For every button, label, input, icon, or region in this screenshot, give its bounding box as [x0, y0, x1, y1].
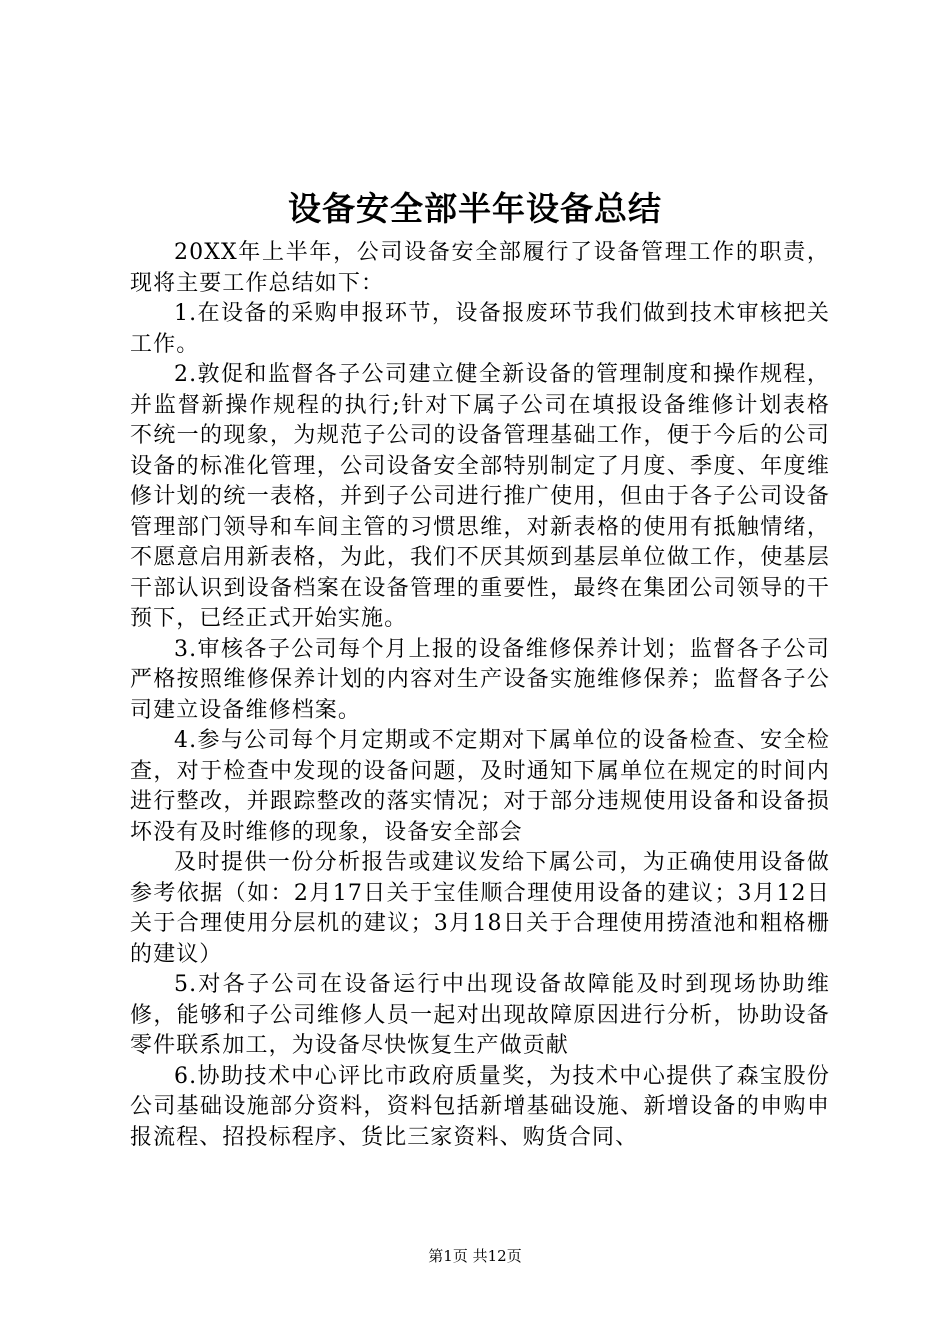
paragraph-item-4: 4.参与公司每个月定期或不定期对下属单位的设备检查、安全检查，对于检查中发现的设备问题，及时通知下属单位在规定的时间内进行整改，并跟踪整改的落实情况；对于部分违规使用设备和设备损坏没有及时维修的现象，设备安全部会 — [130, 728, 830, 845]
paragraph-item-6: 6.协助技术中心评比市政府质量奖，为技术中心提供了森宝股份公司基础设施部分资料，资料包括新增基础设施、新增设备的申购申报流程、招投标程序、货比三家资料、购货合同、 — [130, 1063, 830, 1150]
paragraph-item-4-continued: 及时提供一份分析报告或建议发给下属公司，为正确使用设备做参考依据（如：2月17日关于宝佳顺合理使用设备的建议；3月12日关于合理使用分层机的建议；3月18日关于合理使用捞渣池和粗格栅的建议） — [130, 850, 830, 967]
paragraph-item-2: 2.敦促和监督各子公司建立健全新设备的管理制度和操作规程，并监督新操作规程的执行;针对下属子公司在填报设备维修计划表格不统一的现象，为规范子公司的设备管理基础工作，便于今后的公司设备的标准化管理，公司设备安全部特别制定了月度、季度、年度维修计划的统一表格，并到子公司进行推广使用，但由于各子公司设备管理部门领导和车间主管的习惯思维，对新表格的使用有抵触情绪，不愿意启用新表格，为此，我们不厌其烦到基层单位做工作，使基层干部认识到设备档案在设备管理的重要性，最终在集团公司领导的干预下，已经正式开始实施。 — [130, 362, 830, 631]
document-body — [130, 238, 830, 1153]
paragraph-item-3: 3.审核各子公司每个月上报的设备维修保养计划；监督各子公司严格按照维修保养计划的内容对生产设备实施维修保养；监督各子公司建立设备维修档案。 — [130, 636, 830, 723]
document-title: 设备安全部半年设备总结 — [288, 189, 662, 228]
paragraph-item-5: 5.对各子公司在设备运行中出现设备故障能及时到现场协助维修，能够和子公司维修人员一起对出现故障原因进行分析，协助设备零件联系加工，为设备尽快恢复生产做贡献 — [130, 972, 830, 1058]
page-number-footer: 第1页 共12页 — [428, 1247, 522, 1265]
paragraph-item-1: 1.在设备的采购申报环节，设备报废环节我们做到技术审核把关工作。 — [130, 301, 830, 357]
paragraph-intro: 20XX年上半年，公司设备安全部履行了设备管理工作的职责，现将主要工作总结如下： — [130, 240, 830, 296]
